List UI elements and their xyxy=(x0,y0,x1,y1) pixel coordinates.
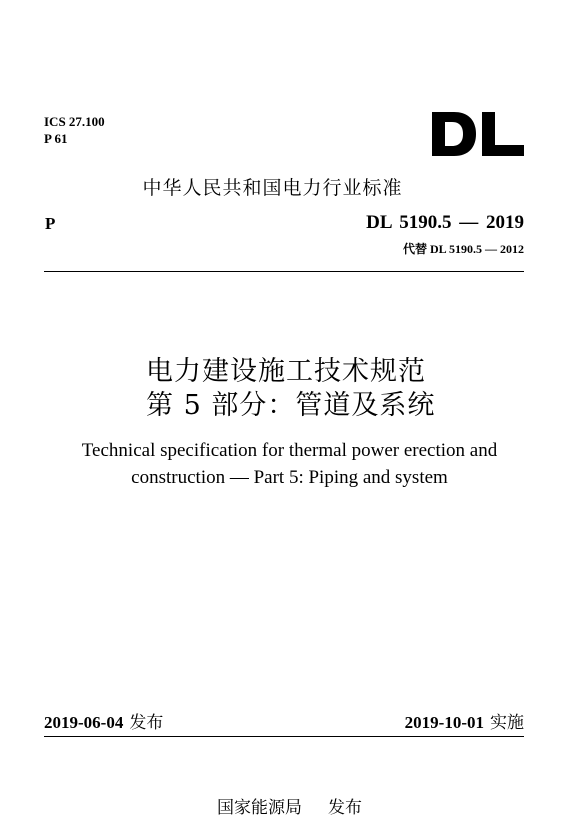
ics-code: ICS 27.100 xyxy=(44,114,105,129)
issue-date-block xyxy=(44,708,163,733)
dl-logo-mark xyxy=(432,112,524,156)
title-cn-line1: 电力建设施工技术规范 xyxy=(146,356,426,387)
title-chinese xyxy=(146,355,435,423)
publisher-line xyxy=(0,793,579,818)
implement-date: 2019-10-01 xyxy=(404,713,484,732)
implement-label: 实施 xyxy=(490,713,524,733)
standard-type xyxy=(0,173,579,200)
issue-date: 2019-06-04 xyxy=(44,713,124,732)
classification-letter: P xyxy=(45,214,56,233)
title-en-line1: Technical specification for thermal power erection and xyxy=(81,440,498,461)
standard-number: DL 5190.5 — 2019 xyxy=(366,212,524,233)
publish-label: 发布 xyxy=(328,798,362,818)
title-cn-line2: 第 5 部分：管道及系统 xyxy=(146,390,436,421)
implement-date-block xyxy=(405,708,524,733)
top-divider xyxy=(44,271,524,272)
dl-logo xyxy=(432,112,524,156)
ics-block xyxy=(44,113,105,147)
issue-label: 发布 xyxy=(129,713,164,733)
title-en-line2: construction — Part 5: Piping and system xyxy=(131,467,448,488)
bottom-divider xyxy=(44,736,524,737)
publisher-name: 国家能源局 xyxy=(217,798,302,818)
title-english xyxy=(0,437,579,491)
replaces-note: 代替 DL 5190.5 — 2012 xyxy=(402,242,524,256)
standard-type-text: 中华人民共和国电力行业标准 xyxy=(142,177,403,199)
ccs-code: P 61 xyxy=(44,131,68,146)
